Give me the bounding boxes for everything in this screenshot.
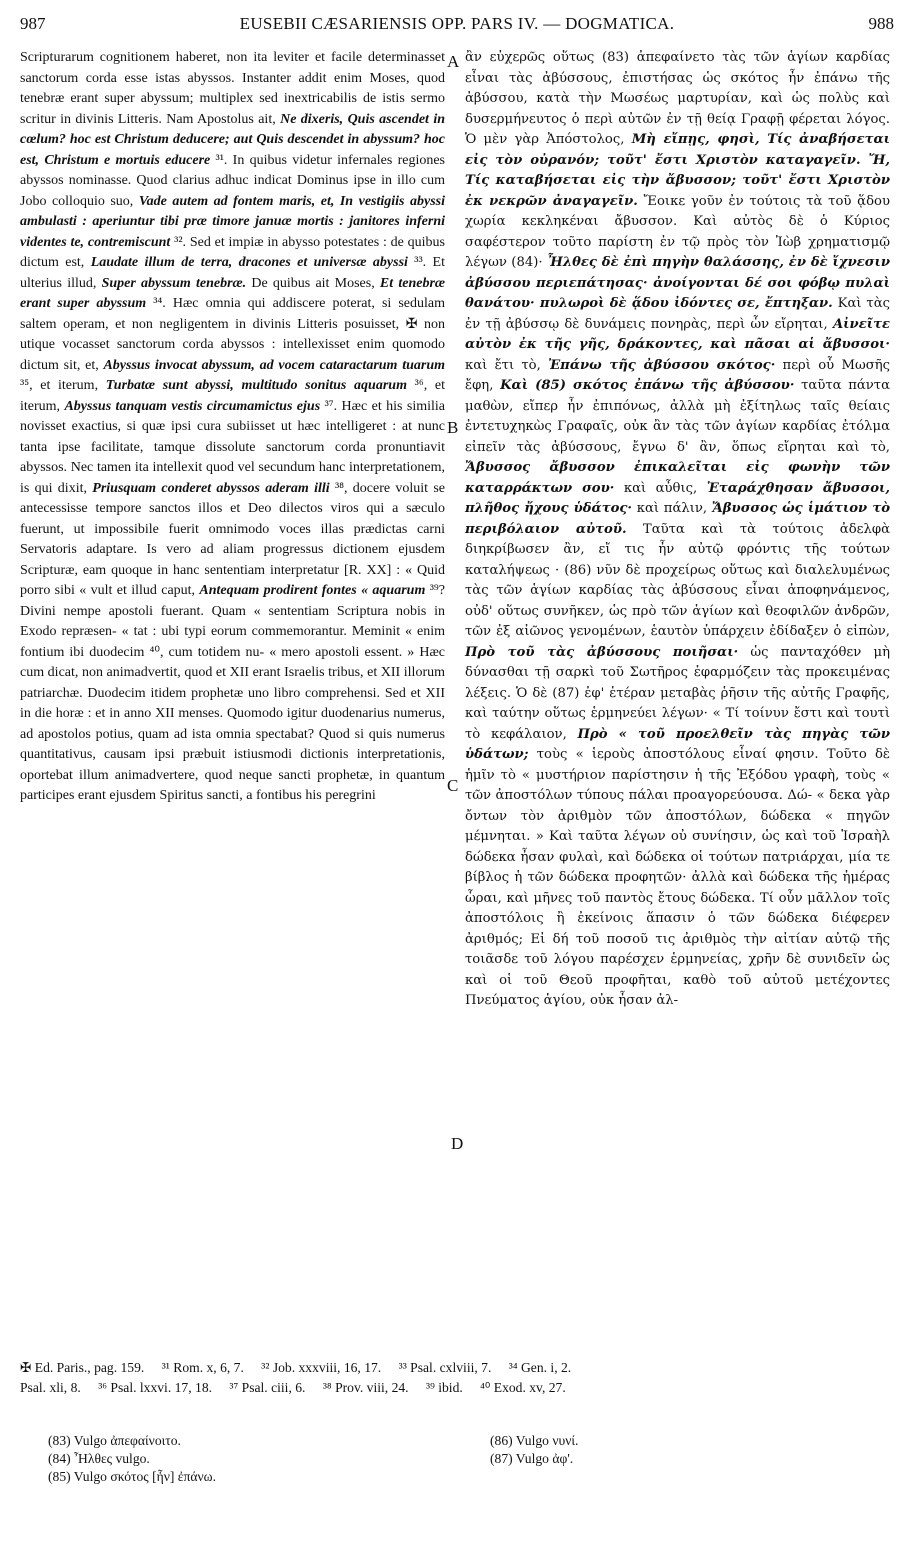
latin-quote: Et tenebræ erant super abyssum bbox=[20, 275, 445, 311]
greek-column bbox=[465, 48, 890, 1012]
latin-quote: Laudate illum de terra, dracones et universæ abyssi bbox=[90, 255, 408, 270]
latin-quote: Super abyssum tenebræ. bbox=[101, 275, 247, 291]
running-header bbox=[20, 14, 894, 42]
latin-segment: ³². Sed et impiæ in abysso potestates : de quibus dictum est, bbox=[20, 234, 446, 270]
latin-segment: ³⁴. Hæc omnia qui addiscere poterat, si sedulam saltem operam, et non negligentem in divinis Litteris posuisset, ✠ non utique vocasset sanctorum corda abyssos : intellexisset enim quomodo dictum sit, et, bbox=[20, 296, 445, 373]
greek-segment: τοὺς « ἱεροὺς ἀποστόλους εἶναί φησιν. Τοῦτο δὲ ἡμῖν τὸ « μυστήριον παρίστησιν ἡ τῆς Ἐξόδου γραφὴ, τοὺς « τῶν ἀποστόλων τύπους πάλαι προαγορεύουσα. Δώ- « δεκα γὰρ ὄντων τὸν ἀριθμὸν τῶν ἀποστόλων, δώδεκα « πηγῶν μέμνηται. » Καὶ ταῦτα λέγων οὐ συνίησιν, ὡς καὶ τοῦ Ἰσραὴλ δώδεκα ἦσαν φυλαὶ, καὶ δώδεκα οἱ τούτων πατριάρχαι, μία τε βίβλος ἡ τῶν δώδεκα προφητῶν· ἀλλὰ καὶ δώδεκα τῆς ἡμέρας ὧραι, καὶ μῆνες τοῦ παντὸς ἔτους δώδεκα. Τί οὖν μᾶλλον τοῖς ἀποστόλοις ἢ ἐκείνοις ἅπασιν ὁ τῶν δώδεκα διέφερεν ἀριθμός; Εἰ δή τοῦ ποσοῦ τις ἀριθμὸς τὴν αἰτίαν αὐτῷ τῆς τοιᾶσδε τοῦ λόγου παρέσχεν ἑρμηνείας, χρῆν δὲ συνιδεῖν ὡς καὶ οἱ τοῦ Θεοῦ προφῆται, καθὸ τοῦ αὐτοῦ μετέχοντες Πνεύματος ἁγίου, οὐκ ἦσαν ἀλ- bbox=[465, 747, 890, 1008]
latin-segment: ³³. Et ulterius illud, bbox=[20, 255, 445, 291]
latin-segment: ³¹. In quibus videtur infernales regiones abyssos nominasse. Quod clarius adhuc indicat Dominus ipse in illo cum Jobo colloquio suo, bbox=[20, 152, 446, 209]
variant-notes-right bbox=[490, 1432, 870, 1468]
margin-marker-b: B bbox=[447, 418, 459, 437]
greek-quote: Ἐπάνω τῆς ἀβύσσου σκότος· bbox=[548, 357, 776, 373]
greek-text bbox=[465, 48, 890, 1012]
reference: ✠ Ed. Paris., pag. 159. bbox=[20, 1360, 145, 1375]
latin-segment: Scripturarum cognitionem haberet, non ita leviter et facile determinasset sanctorum corda esse istas abyssos. Instanter addit enim Moses, quod tenebræ erant super abyssum; multiplex sed inextricabilis de istis sermo scritur in divinis Litteris. Nam Apostolus ait, bbox=[20, 50, 445, 127]
greek-quote: Ἦλθες δὲ ἐπὶ πηγὴν θαλάσσης, ἐν δὲ ἴχνεσιν ἀβύσσου περιεπάτησας· ἀνοίγονται δέ σοι φόβῳ πυλαὶ θανάτου· πυλωροὶ δὲ ᾅδου ἰδόντες σε, ἔπτηξαν. bbox=[465, 255, 890, 311]
latin-quote: Abyssus tanquam vestis circumamictus ejus bbox=[64, 398, 321, 414]
variant-note: (86) Vulgo νυνί. bbox=[490, 1433, 579, 1448]
reference: Psal. xli, 8. bbox=[20, 1380, 81, 1395]
greek-segment: καὶ ἔτι τὸ, bbox=[465, 357, 549, 373]
left-page-number: 987 bbox=[20, 14, 46, 33]
greek-quote: Πρὸ « τοῦ προελθεῖν τὰς πηγὰς τῶν ὑδάτων; bbox=[465, 726, 891, 762]
greek-segment: περὶ οὗ Μωσῆς ἔφη, bbox=[465, 357, 891, 393]
latin-quote: Antequam prodirent fontes « aquarum bbox=[199, 583, 426, 598]
variant-notes-left bbox=[48, 1432, 428, 1486]
variant-note: (84) Ἦλθες vulgo. bbox=[48, 1451, 150, 1466]
reference: ³³ Psal. cxlviii, 7. bbox=[398, 1360, 492, 1375]
margin-marker-d: D bbox=[451, 1134, 464, 1153]
greek-segment: καὶ αὖθις, bbox=[614, 480, 707, 496]
variant-note: (83) Vulgo ἀπεφαίνοιτο. bbox=[48, 1433, 181, 1448]
right-page-number: 988 bbox=[868, 14, 894, 33]
greek-segment: ὡς πανταχόθεν μὴ δύνασθαι τῇ σαρκὶ τοῦ Σωτῆρος ἐφαρμόζειν τὰς προκειμένας λέξεις. Ὁ δὲ (87) ἐφ' ἑτέραν μεταβὰς ῥῆσιν τῆς αὐτῆς Γραφῆς, καὶ ταύτην οὕτως ἑρμηνεύει λέγων· « Τί τοίνυν ἔστι καὶ τουτὶ τὸ κεφάλαιον, bbox=[465, 644, 890, 742]
reference: ³⁶ Psal. lxxvi. 17, 18. bbox=[98, 1380, 213, 1395]
greek-quote: Καὶ (85) σκότος ἐπάνω τῆς ἀβύσσου· bbox=[500, 378, 795, 393]
latin-text bbox=[20, 48, 445, 807]
greek-quote: Ἄβυσσος ἄβυσσον ἐπικαλεῖται εἰς φωνὴν τῶν καταρράκτων σου· bbox=[465, 460, 890, 496]
latin-segment: ³⁹? Divini nempe apostoli fuerant. Quam « sententiam Scriptura nobis in Exodo repræsen- « tat : ubi typi eorum commemorantur. Meminit « enim fontium ibi duodecim ⁴⁰, cum totidem nu- « mero apostoli essent. » Hæc cum dicat, non animadvertit, quod et XII erant Israelis tribus, et XII illorum patriarchæ. Duodecim itidem prophetæ uno libro comprehensi. Sed et XII in die horæ : et in anno XII menses. Quomodo igitur duodenarius numerus, ad apostolos potius, quam ad ista omnia spectabat? Quod si quis numerus quantitativus, causam ipsi præbuit istiusmodi dictionis interpretationis, oportebat illum animadvertere, quod neque sancti prophetæ, in quantum participes erant ejusdem Spiritus sancti, a fontibus his peregrini bbox=[20, 583, 445, 803]
latin-quote: Ne dixeris, Quis ascendet in cœlum? hoc est Christum deducere; aut Quis descendet in abyssum? hoc est, Christum e mortuis educere bbox=[20, 111, 446, 168]
reference: ³⁴ Gen. i, 2. bbox=[508, 1360, 572, 1375]
latin-segment: De quibus ait Moses, bbox=[246, 275, 380, 291]
greek-quote: Ἐταράχθησαν ἄβυσσοι, πλῆθος ἤχους ὑδάτος· bbox=[465, 480, 891, 516]
reference: ³⁸ Prov. viii, 24. bbox=[322, 1380, 409, 1395]
latin-segment: ³⁵, et iterum, bbox=[20, 378, 106, 393]
latin-segment: ³⁶, et iterum, bbox=[20, 378, 445, 414]
latin-segment: ³⁷. Hæc et his similia novisset exactius, si quæ ipsi cura subiisset ut hæc intelligeret : at nunc tanta ipse facilitate, tamque dissolute sanctorum corda pronuntiavit abyssos. Nec tamen ita intellexit quod vel secundum hanc interpretationem, is qui dixit, bbox=[20, 398, 446, 496]
greek-quote: Αἰνεῖτε αὐτὸν ἐκ τῆς γῆς, δράκοντες, καὶ πᾶσαι αἱ ἄβυσσοι· bbox=[465, 316, 890, 352]
greek-segment: Ἔοικε γοῦν ἐν τούτοις τὰ τοῦ ᾅδου χωρία κεκληκέναι ἄβυσσον. Καὶ αὐτὸς δὲ ὁ Κύριος σαφέστερον τοῦτο παρίστη ἐν τῷ πρὸς τὸν Ἰὼβ χρηματισμῷ λέγων (84)· bbox=[465, 193, 890, 270]
reference: ³⁷ Psal. ciii, 6. bbox=[229, 1380, 306, 1395]
scripture-references bbox=[20, 1358, 890, 1398]
reference: ³² Job. xxxviii, 16, 17. bbox=[261, 1360, 382, 1375]
greek-segment: ἂν εὐχερῶς οὕτως (83) ἀπεφαίνετο τὰς τῶν ἁγίων καρδίας εἶναι τὰς ἀβύσσους, ἐπιστήσας ὡς σκότος ἦν ἐπάνω τῆς ἀβύσσου, κατὰ τὴν Μωσέως μαρτυρίαν, καὶ ὡς πολὺς καὶ δυσερμήνευτος ὁ περὶ αὐτῶν ἐν τῇ θείᾳ Γραφῇ φέρεται λόγος. Ὁ μὲν γὰρ Ἀπόστολος, bbox=[465, 50, 890, 147]
reference: ³¹ Rom. x, 6, 7. bbox=[161, 1360, 244, 1375]
reference: ⁴⁰ Exod. xv, 27. bbox=[480, 1380, 566, 1395]
greek-quote: Μὴ εἴπῃς, φησὶ, Τίς ἀναβήσεται εἰς τὸν οὐρανόν; τοῦτ' ἔστι Χριστὸν καταγαγεῖν. Ἤ, Τίς καταβήσεται εἰς τὴν ἄβυσσον; τοῦτ' ἔστι Χριστὸν ἐκ νεκρῶν ἀναγαγεῖν. bbox=[465, 132, 890, 209]
variant-note: (87) Vulgo ἀφ'. bbox=[490, 1451, 574, 1466]
reference: ³⁹ ibid. bbox=[426, 1380, 463, 1395]
greek-quote: Πρὸ τοῦ τὰς ἀβύσσους ποιῆσαι· bbox=[465, 644, 739, 660]
greek-quote: Ἄβυσσος ὡς ἱμάτιον τὸ περιβόλαιον αὐτοῦ. bbox=[465, 501, 890, 537]
latin-quote: Turbatæ sunt abyssi, multitudo sonitus aquarum bbox=[105, 378, 407, 393]
greek-segment: ταῦτα πάντα μαθὼν, εἴπερ ἦν ἐπιπόνως, ἀλλὰ μὴ ἐξίτηλως ταῖς θείαις ἐντετυχηκὼς Γραφαῖς, οὐκ ἂν τὰς τῶν ἁγίων καρδίας ἐτόλμα εἰπεῖν τὰς ἀβύσσους, ἔγνω δ' ἂν, ὅπως εἴρηται καὶ τὸ, bbox=[465, 378, 890, 455]
variant-note: (85) Vulgo σκότος [ἦν] ἐπάνω. bbox=[48, 1469, 216, 1484]
margin-marker-c: C bbox=[447, 776, 459, 795]
greek-segment: Ταῦτα καὶ τὰ τούτοις ἀδελφὰ διηκρίβωσεν ἂν, εἴ τις ἦν αὐτῷ φρόντις τῆς τούτων καταλήψεως · (86) νῦν δὲ προχείρως οὕτως καὶ διαλελυμένως τὰς τῶν ἁγίων καρδίας τὰς ἀβύσσους εἶναι ἀποφηνάμενος, οὐδ' οὕτως συνῆκεν, ὡς πρὸ τῶν ἁγίων καὶ θεοφιλῶν ἀνδρῶν, τῶν ἐξ αἰῶνος γενομένων, ἑαυτὸν ὑπάρχειν ἐδίδαξεν ὁ εἰπὼν, bbox=[465, 521, 890, 639]
latin-quote: Vade autem ad fontem maris, et, In vestigiis abyssi ambulasti : aperiuntur tibi præ timore januæ mortis : janitores inferni videntes te, contremiscunt bbox=[20, 193, 445, 250]
running-title: EUSEBII CÆSARIENSIS OPP. PARS IV. — DOGMATICA. bbox=[239, 14, 675, 33]
latin-quote: Abyssus invocat abyssum, ad vocem cataractarum tuarum bbox=[103, 357, 445, 373]
latin-quote: Priusquam conderet abyssos aderam illi bbox=[92, 480, 330, 496]
latin-column bbox=[20, 48, 445, 807]
latin-segment: ³⁸, docere voluit se antecessisse tempore sanctos illos et Deo dilectos viros qui a sæculo fuerunt, ut impossibile fuerit omnimodo voces illas prædictas carni Servatoris adaptare. Is vero ad aliam progressus dictionem ejusdem Scripturæ, eam quoque in hanc sententiam interpretatur [R. XX] : « Quid porro sibi « vult et illud caput, bbox=[20, 480, 446, 598]
greek-segment: καὶ πάλιν, bbox=[632, 501, 712, 516]
greek-segment: Καὶ τὰς ἐν τῇ ἀβύσσῳ δὲ δυνάμεις πονηρὰς, περὶ ὧν εἴρηται, bbox=[465, 296, 890, 332]
margin-marker-a: A bbox=[447, 52, 460, 71]
